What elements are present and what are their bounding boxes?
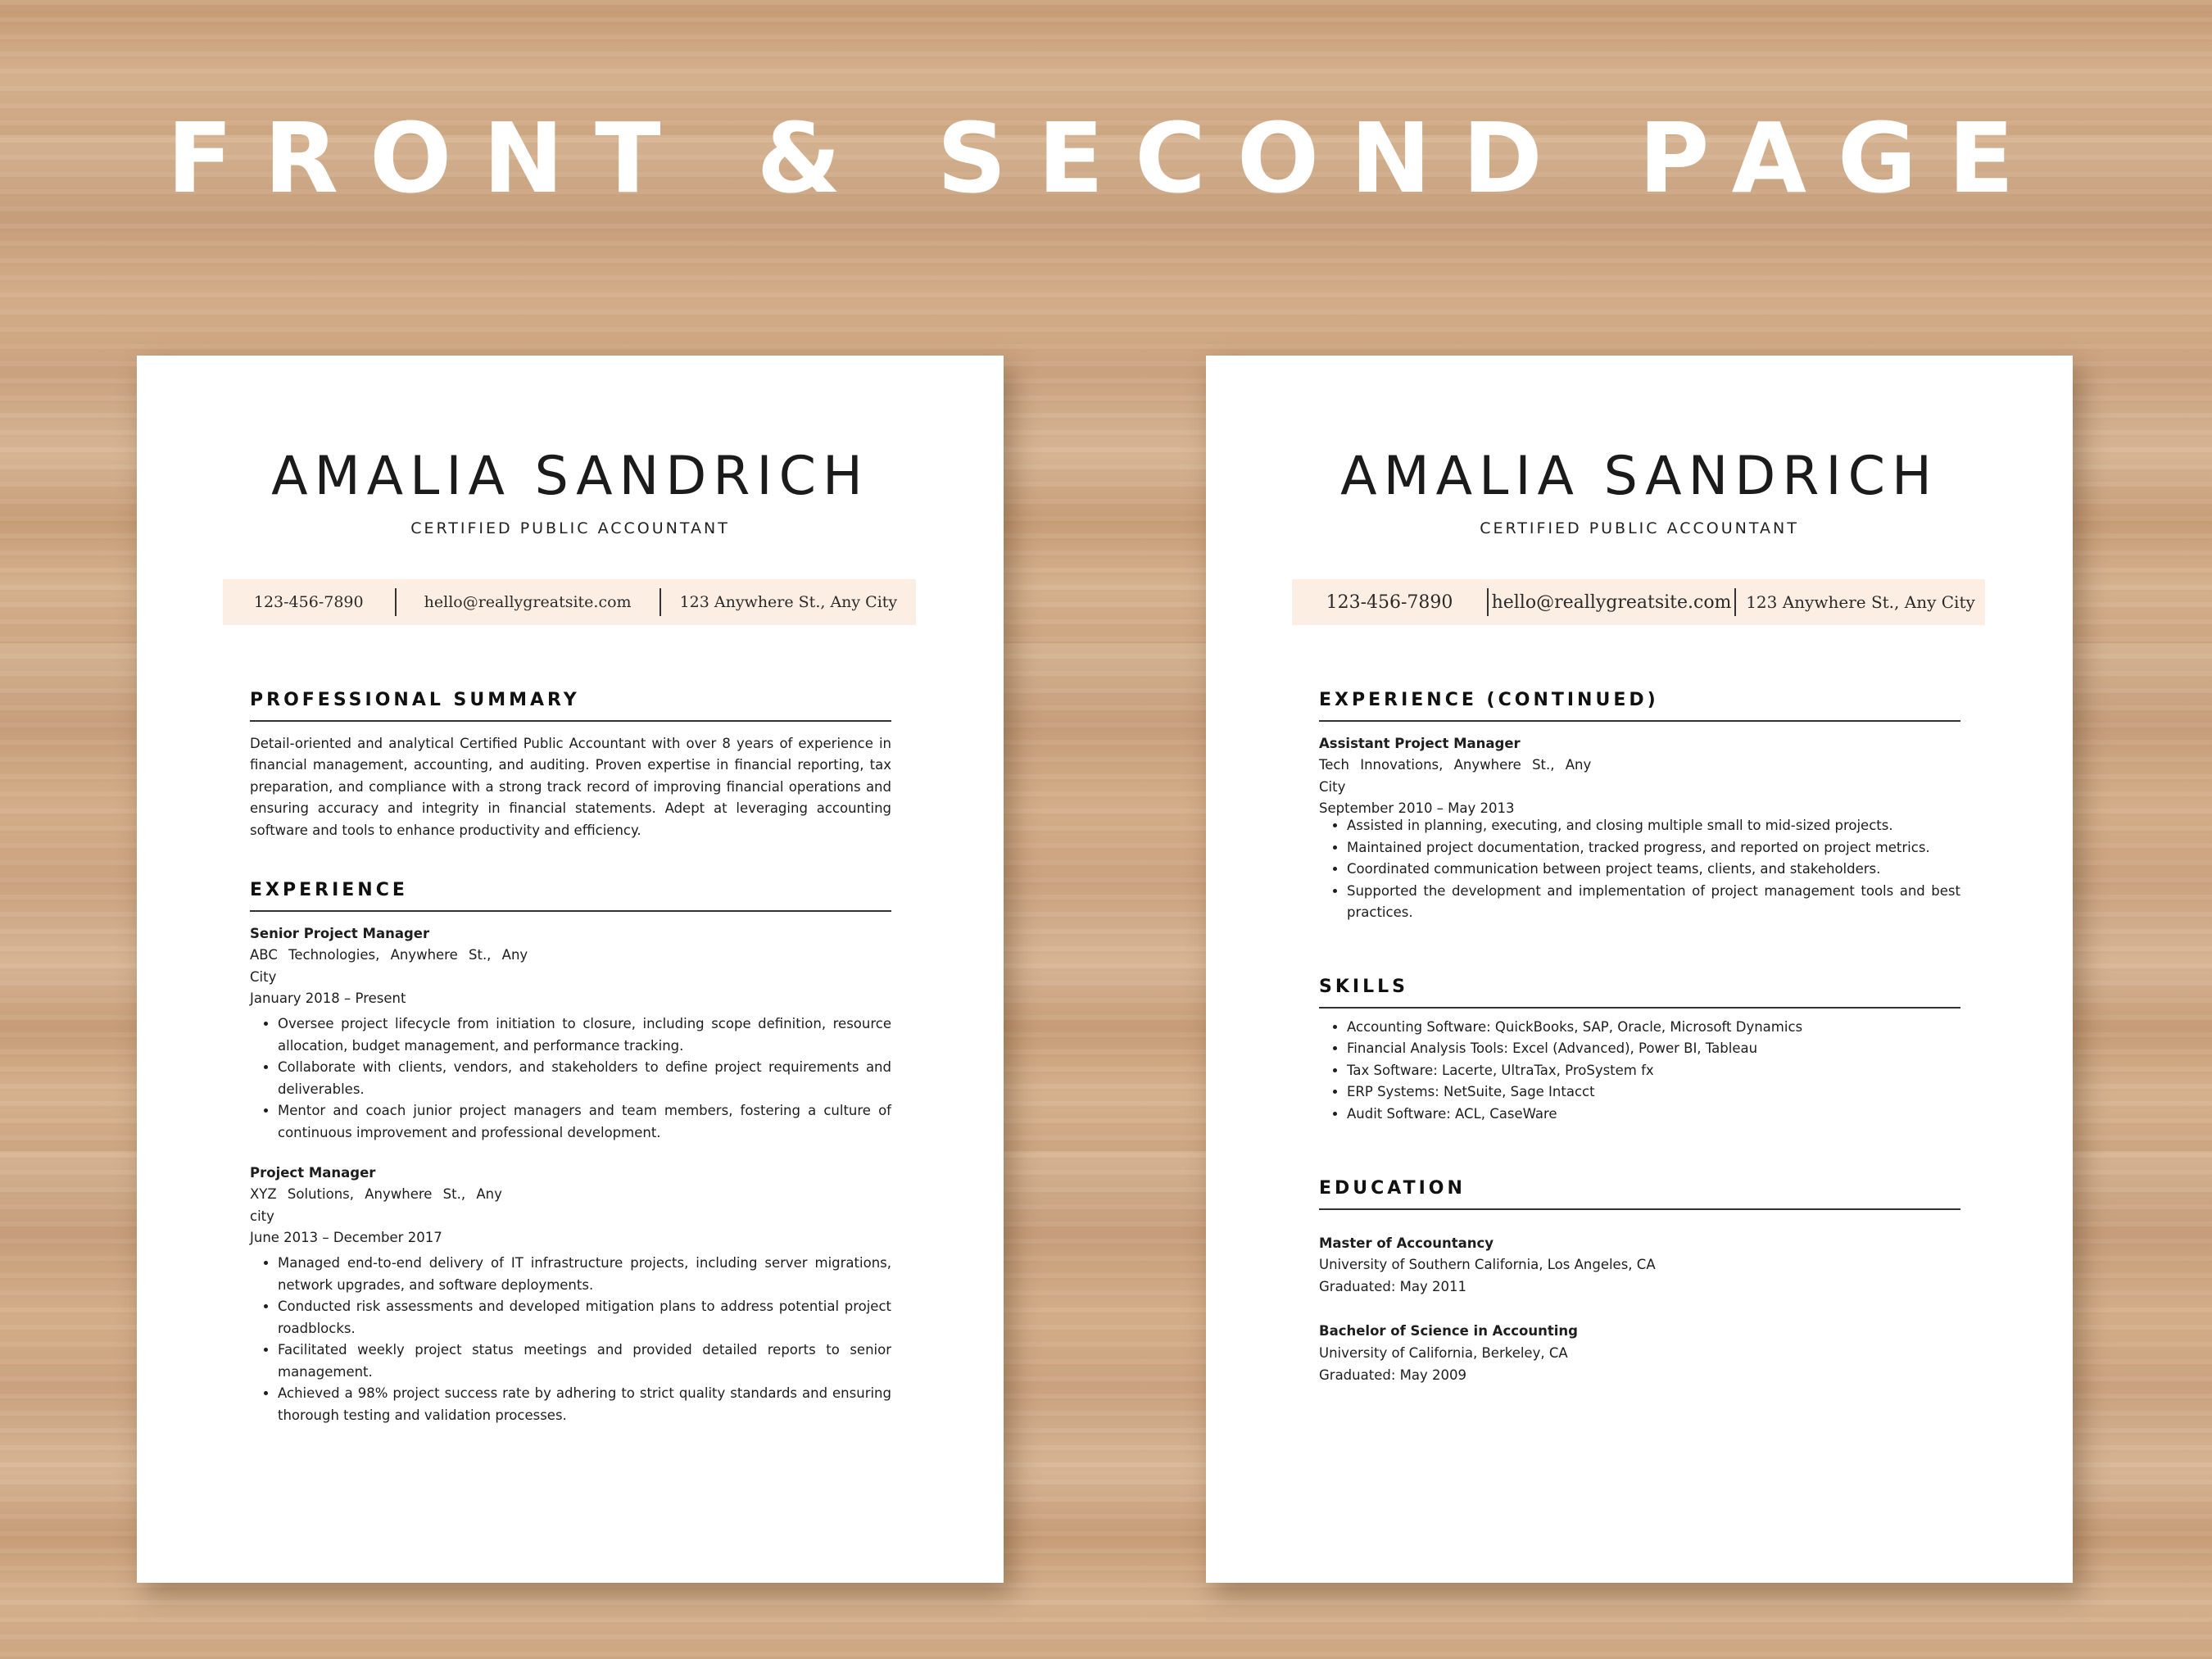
resume-name: AMALIA SANDRICH xyxy=(1340,446,1938,507)
job-title: Project Manager xyxy=(250,1164,376,1181)
education-entry xyxy=(1319,1321,1960,1386)
job-title: Assistant Project Manager xyxy=(1319,735,1521,751)
job-bullets xyxy=(1319,815,1960,924)
resume-page-second xyxy=(1206,356,2073,1583)
education-entry xyxy=(1319,1233,1960,1299)
job-title: Senior Project Manager xyxy=(250,925,430,941)
skills-list xyxy=(1319,1017,1806,1126)
job-company: XYZ Solutions, Anywhere St., Any xyxy=(250,1186,502,1203)
experience-heading: EXPERIENCE (CONTINUED) xyxy=(1319,690,1960,722)
job-entry xyxy=(250,923,891,1145)
skill-item: • Financial Analysis Tools: Excel (Advanced), Power BI, Tableau xyxy=(1347,1038,1806,1060)
education-degree: Bachelor of Science in Accounting xyxy=(1319,1323,1578,1339)
resume-subtitle: CERTIFIED PUBLIC ACCOUNTANT xyxy=(410,519,730,537)
job-bullet: • Achieved a 98% project success rate by adhering to strict quality standards and ensuring thorough testing and validation processes. xyxy=(278,1383,891,1426)
contact-bar xyxy=(1292,579,1985,625)
job-bullet: • Maintained project documentation, tracked progress, and reported on project metrics. xyxy=(1347,837,1960,859)
skills-section xyxy=(1319,977,1960,1126)
skill-item: • ERP Systems: NetSuite, Sage Intacct xyxy=(1347,1081,1806,1104)
banner-title: FRONT & SECOND PAGE xyxy=(166,102,2046,215)
job-bullet: • Oversee project lifecycle from initiation to closure, including scope definition, resource allocation, budget management, and performance tracking. xyxy=(278,1013,891,1057)
contact-email: hello@reallygreatsite.com xyxy=(424,593,632,611)
job-bullet: • Mentor and coach junior project managers and team members, fostering a culture of continuous improvement and professional development. xyxy=(278,1100,891,1144)
job-bullet: • Conducted risk assessments and developed mitigation plans to address potential project roadblocks. xyxy=(278,1296,891,1339)
job-entry xyxy=(1319,733,1960,924)
job-bullet: • Assisted in planning, executing, and closing multiple small to mid-sized projects. xyxy=(1347,815,1960,837)
job-dates: June 2013 – December 2017 xyxy=(250,1230,442,1246)
skill-item: • Accounting Software: QuickBooks, SAP, Oracle, Microsoft Dynamics xyxy=(1347,1017,1806,1039)
contact-phone: 123-456-7890 xyxy=(1326,592,1453,613)
summary-text: Detail-oriented and analytical Certified Public Accountant with over 8 years of experience in financial management, accounting, and auditing. Proven expertise in financial reporting, tax preparation, and compliance with a strong track record of improving financial operations and ensuring accuracy and integrity in financial statements. Adept at leveraging accounting software and tools to enhance productivity and efficiency. xyxy=(250,735,891,838)
experience-continued-section xyxy=(1319,690,1960,924)
job-city: City xyxy=(1319,778,1346,795)
job-dates: September 2010 – May 2013 xyxy=(1319,800,1515,817)
education-heading: EDUCATION xyxy=(1319,1178,1960,1210)
experience-heading: EXPERIENCE xyxy=(250,880,891,912)
experience-section xyxy=(250,880,891,1427)
job-bullet: • Facilitated weekly project status meetings and provided detailed reports to senior management. xyxy=(278,1339,891,1383)
contact-address: 123 Anywhere St., Any City xyxy=(679,593,898,611)
job-bullet: • Supported the development and implementation of project management tools and best practices. xyxy=(1347,881,1960,924)
job-company: Tech Innovations, Anywhere St., Any xyxy=(1319,757,1592,773)
job-bullet: • Managed end-to-end delivery of IT infrastructure projects, including server migrations, network upgrades, and software deployments. xyxy=(278,1253,891,1296)
education-section xyxy=(1319,1178,1960,1386)
resume-name: AMALIA SANDRICH xyxy=(271,446,869,507)
contact-email: hello@reallygreatsite.com xyxy=(1491,592,1732,613)
job-entry xyxy=(250,1163,891,1427)
job-bullets xyxy=(250,1253,891,1427)
skills-heading: SKILLS xyxy=(1319,977,1960,1009)
job-dates: January 2018 – Present xyxy=(250,990,406,1007)
skill-item: • Tax Software: Lacerte, UltraTax, ProSystem fx xyxy=(1347,1060,1806,1082)
summary-section xyxy=(250,690,891,842)
education-degree: Master of Accountancy xyxy=(1319,1235,1494,1251)
education-graduated: Graduated: May 2009 xyxy=(1319,1367,1466,1383)
contact-bar xyxy=(223,579,916,625)
resume-subtitle: CERTIFIED PUBLIC ACCOUNTANT xyxy=(1480,519,1799,537)
job-company: ABC Technologies, Anywhere St., Any xyxy=(250,947,528,963)
education-school: University of California, Berkeley, CA xyxy=(1319,1344,1568,1361)
education-graduated: Graduated: May 2011 xyxy=(1319,1278,1466,1294)
job-bullet: • Coordinated communication between project teams, clients, and stakeholders. xyxy=(1347,859,1960,881)
contact-phone: 123-456-7890 xyxy=(253,593,364,611)
job-city: City xyxy=(250,968,277,985)
education-school: University of Southern California, Los Angeles, CA xyxy=(1319,1257,1656,1273)
skill-item: • Audit Software: ACL, CaseWare xyxy=(1347,1104,1806,1126)
resume-page-front xyxy=(137,356,1004,1583)
job-bullets xyxy=(250,1013,891,1145)
job-city: city xyxy=(250,1208,274,1224)
contact-address: 123 Anywhere St., Any City xyxy=(1746,592,1975,612)
summary-heading: PROFESSIONAL SUMMARY xyxy=(250,690,891,722)
job-bullet: • Collaborate with clients, vendors, and stakeholders to define project requirements and deliverables. xyxy=(278,1057,891,1100)
